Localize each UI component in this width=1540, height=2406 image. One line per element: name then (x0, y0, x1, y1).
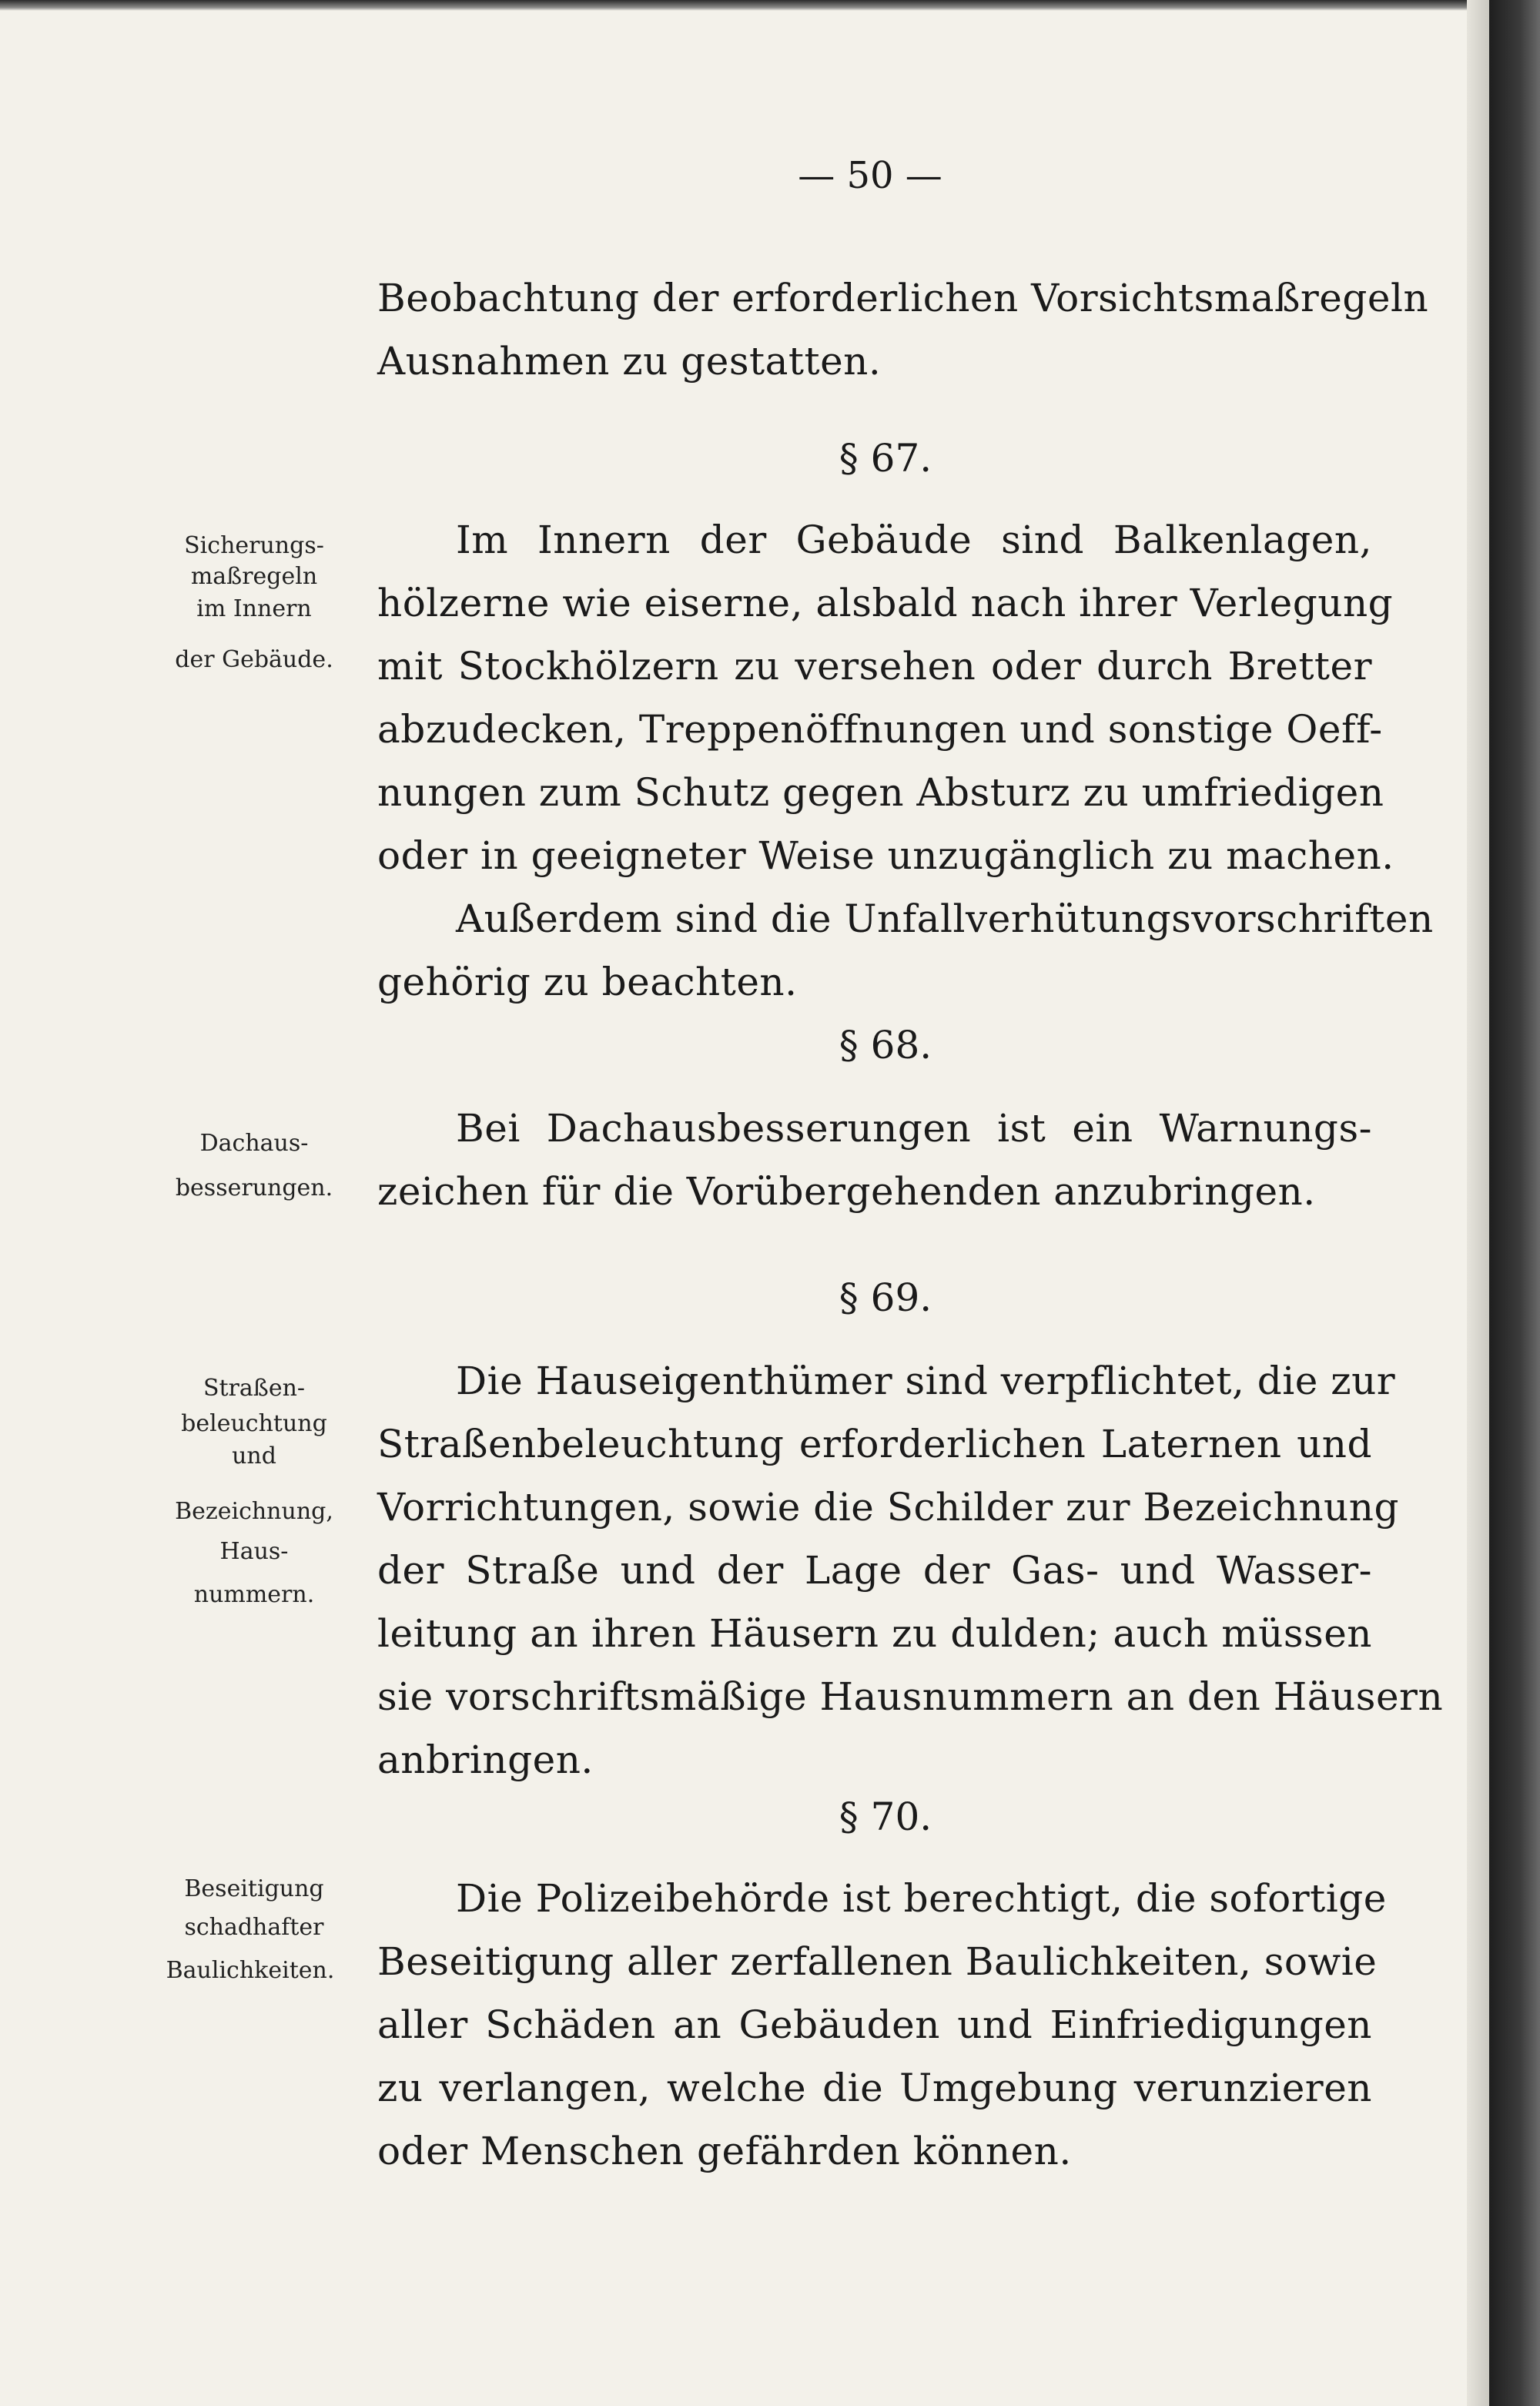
margin-note-line: und (232, 1443, 276, 1469)
body-line: Ausnahmen zu gestatten. (377, 339, 882, 384)
body-line: oder Menschen gefährden können. (377, 2129, 1072, 2173)
margin-note-line: im Innern (196, 595, 312, 622)
margin-note-line: Beseitigung (184, 1875, 324, 1902)
body-line: hölzerne wie eiserne, alsbald nach ihrer Verlegung (377, 581, 1394, 625)
body-line: Die Polizeibehörde ist berechtigt, die sofortige (456, 1876, 1387, 1921)
body-line: Straßenbeleuchtung erforderlichen Laternen und (377, 1422, 1372, 1466)
body-line: Beseitigung aller zerfallenen Baulichkeiten, sowie (377, 1939, 1378, 1984)
margin-note-line: beleuchtung (181, 1410, 327, 1437)
body-line: gehörig zu beachten. (377, 960, 798, 1004)
margin-note-line: schadhafter (184, 1914, 324, 1941)
margin-note-line: besserungen. (175, 1175, 333, 1201)
margin-note-line: Sicherungs- (184, 532, 324, 559)
margin-note-line: Straßen- (203, 1375, 306, 1402)
margin-note-line: Haus- (219, 1538, 289, 1565)
margin-note-line: Dachaus- (199, 1130, 309, 1157)
page-number: — 50 — (798, 154, 942, 197)
margin-note-line: nummern. (193, 1581, 315, 1608)
body-line: abzudecken, Treppenöffnungen und sonstige Oeff- (377, 707, 1383, 752)
binding-edge (1489, 0, 1540, 2406)
margin-note-line: Bezeichnung, (175, 1498, 333, 1525)
body-line: sie vorschriftsmäßige Hausnummern an den Häusern (377, 1674, 1444, 1719)
section-heading-67: § 67. (839, 436, 932, 481)
section-heading-69: § 69. (839, 1275, 932, 1320)
body-line: Im Innern der Gebäude sind Balkenlagen, (456, 518, 1372, 562)
body-line: Die Hauseigenthümer sind verpflichtet, die zur (456, 1359, 1396, 1403)
body-line: zu verlangen, welche die Umgebung verunzieren (377, 2066, 1372, 2110)
body-line: Bei Dachausbesserungen ist ein Warnungs- (456, 1106, 1372, 1151)
body-line: mit Stockhölzern zu versehen oder durch Bretter (377, 644, 1372, 689)
margin-note-line: Baulichkeiten. (166, 1957, 335, 1984)
body-line: der Straße und der Lage der Gas- und Wasser- (377, 1548, 1372, 1593)
body-line: Beobachtung der erforderlichen Vorsichtsmaßregeln (377, 276, 1429, 320)
page-fold-shadow (1467, 0, 1490, 2406)
margin-note-line: der Gebäude. (175, 646, 333, 673)
body-line: leitung an ihren Häusern zu dulden; auch müssen (377, 1611, 1372, 1656)
body-line: oder in geeigneter Weise unzugänglich zu machen. (377, 833, 1394, 878)
page-top-edge (0, 0, 1489, 11)
body-line: aller Schäden an Gebäuden und Einfriedigungen (377, 2002, 1372, 2047)
body-line: Vorrichtungen, sowie die Schilder zur Bezeichnung (377, 1485, 1399, 1530)
body-line: anbringen. (377, 1737, 594, 1782)
body-line: nungen zum Schutz gegen Absturz zu umfriedigen (377, 770, 1384, 815)
body-line: zeichen für die Vorübergehenden anzubringen. (377, 1169, 1316, 1214)
margin-note-line: maßregeln (190, 563, 318, 590)
section-heading-68: § 68. (839, 1023, 932, 1067)
body-line: Außerdem sind die Unfallverhütungsvorschriften (456, 896, 1434, 941)
section-heading-70: § 70. (839, 1794, 932, 1839)
